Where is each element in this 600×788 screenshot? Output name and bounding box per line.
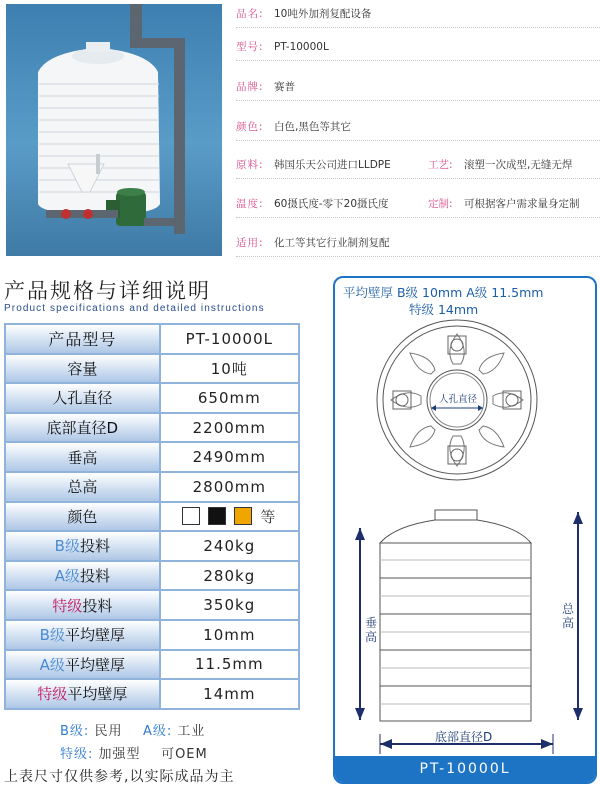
spec-key: 适用:: [236, 237, 264, 249]
table-row: [5, 383, 299, 413]
spec-value: 赛普: [274, 81, 295, 93]
spec-key: 颜色:: [236, 121, 264, 133]
table-label: 颜色: [5, 502, 160, 532]
thickness-label-1: 平均壁厚 B级 10mm A级 11.5mm: [343, 285, 544, 300]
spec-row-brand: [236, 73, 600, 101]
grade-prefix: 特级: [52, 596, 83, 615]
grade-suffix: 投料: [82, 596, 113, 615]
spec-row-model: [236, 33, 600, 61]
table-label: 总高: [5, 472, 160, 502]
table-label: [5, 620, 160, 650]
spec-key: 工艺:: [428, 159, 453, 171]
table-row: [5, 590, 299, 620]
tank-photo-illustration: [6, 4, 222, 256]
dimension-lines: [355, 512, 583, 754]
table-value: 2200mm: [160, 413, 299, 443]
tank-drawing: [335, 278, 597, 784]
legend-value: 民用: [94, 724, 123, 739]
spec-row-temperature: [236, 190, 600, 218]
spec-key: 温度:: [236, 198, 264, 210]
table-value: 280kg: [160, 561, 299, 591]
spec-key: 定制:: [428, 198, 453, 210]
swatch-black: [208, 507, 226, 525]
table-value: PT-10000L: [160, 324, 299, 354]
grade-prefix: A级: [54, 567, 80, 586]
table-row-color: [5, 502, 299, 532]
spec-value: 可根据客户需求量身定制: [464, 198, 580, 210]
spec-row-name: [236, 0, 600, 28]
table-row: [5, 413, 299, 443]
table-value: 350kg: [160, 590, 299, 620]
tank-diagram: [333, 276, 597, 784]
spec-value: 化工等其它行业制剂复配: [274, 237, 390, 249]
legend-key: 特级:: [60, 747, 94, 762]
spec-row-color: [236, 113, 600, 141]
table-row: [5, 472, 299, 502]
section-title: 产品规格与详细说明: [4, 279, 211, 303]
table-value: 2490mm: [160, 442, 299, 472]
total-height-label: 总高: [562, 602, 575, 630]
section-subtitle: Product specifications and detailed instructions: [4, 303, 265, 314]
grade-suffix: 投料: [79, 537, 110, 556]
table-label: [5, 561, 160, 591]
grade-suffix: 平均壁厚: [64, 626, 125, 645]
spec-key: 品牌:: [236, 81, 264, 93]
spec-key: 原料:: [236, 159, 264, 171]
spec-table: [4, 323, 300, 710]
table-label: 垂高: [5, 442, 160, 472]
table-value: 10mm: [160, 620, 299, 650]
manhole-label: 人孔直径: [439, 394, 478, 405]
swatch-white: [182, 507, 200, 525]
spec-row-material: [236, 151, 600, 179]
table-label: [5, 650, 160, 680]
table-label: 人孔直径: [5, 383, 160, 413]
swatch-orange: [234, 507, 252, 525]
table-row: [5, 531, 299, 561]
grade-suffix: 平均壁厚: [67, 685, 128, 704]
table-row: [5, 354, 299, 384]
table-label: [5, 590, 160, 620]
table-label: [5, 679, 160, 709]
grade-legend-2: [60, 743, 208, 762]
table-value: 2800mm: [160, 472, 299, 502]
grade-prefix: B级: [39, 626, 65, 645]
color-swatches: [160, 502, 299, 532]
table-row: [5, 561, 299, 591]
thickness-label-2: 特级 14mm: [409, 302, 479, 317]
spec-value: 白色,黑色等其它: [274, 121, 351, 133]
grade-legend-1: [60, 720, 205, 739]
front-view: [380, 510, 531, 721]
bottom-diameter-label: 底部直径D: [435, 730, 493, 744]
model-bar: PT-10000L: [335, 756, 595, 782]
legend-value: 加强型: [98, 747, 141, 762]
grade-prefix: 特级: [37, 685, 68, 704]
spec-value: 10吨外加剂复配设备: [274, 8, 372, 20]
table-label: 容量: [5, 354, 160, 384]
legend-key: A级:: [143, 724, 173, 739]
table-value: 11.5mm: [160, 650, 299, 680]
grade-prefix: B级: [54, 537, 80, 556]
vertical-height-label: 垂高: [365, 616, 378, 644]
spec-value: 滚塑一次成型,无缝无焊: [464, 159, 573, 171]
table-value: 650mm: [160, 383, 299, 413]
table-label: 底部直径D: [5, 413, 160, 443]
spec-row-usage: [236, 229, 600, 257]
table-row: [5, 679, 299, 709]
spec-value: PT-10000L: [274, 41, 329, 53]
table-label: 产品型号: [5, 324, 160, 354]
table-value: 14mm: [160, 679, 299, 709]
grade-suffix: 平均壁厚: [64, 655, 125, 674]
table-row: [5, 620, 299, 650]
table-row: [5, 650, 299, 680]
swatch-note: 等: [260, 507, 277, 526]
table-value: 240kg: [160, 531, 299, 561]
grade-prefix: A级: [39, 655, 65, 674]
product-photo: [6, 4, 222, 256]
grade-suffix: 投料: [79, 567, 110, 586]
spec-key: 品名:: [236, 8, 264, 20]
legend-value: 工业: [177, 724, 206, 739]
table-row: [5, 324, 299, 354]
spec-value: 60摄氏度-零下20摄氏度: [274, 198, 389, 210]
spec-value: 韩国乐天公司进口LLDPE: [274, 159, 391, 171]
legend-oem: 可OEM: [161, 747, 208, 762]
table-value: 10吨: [160, 354, 299, 384]
spec-key: 型号:: [236, 41, 264, 53]
legend-key: B级:: [60, 724, 90, 739]
table-row: [5, 442, 299, 472]
product-header: [0, 0, 600, 258]
table-label: [5, 531, 160, 561]
disclaimer: 上表尺寸仅供参考,以实际成品为主: [4, 769, 235, 785]
